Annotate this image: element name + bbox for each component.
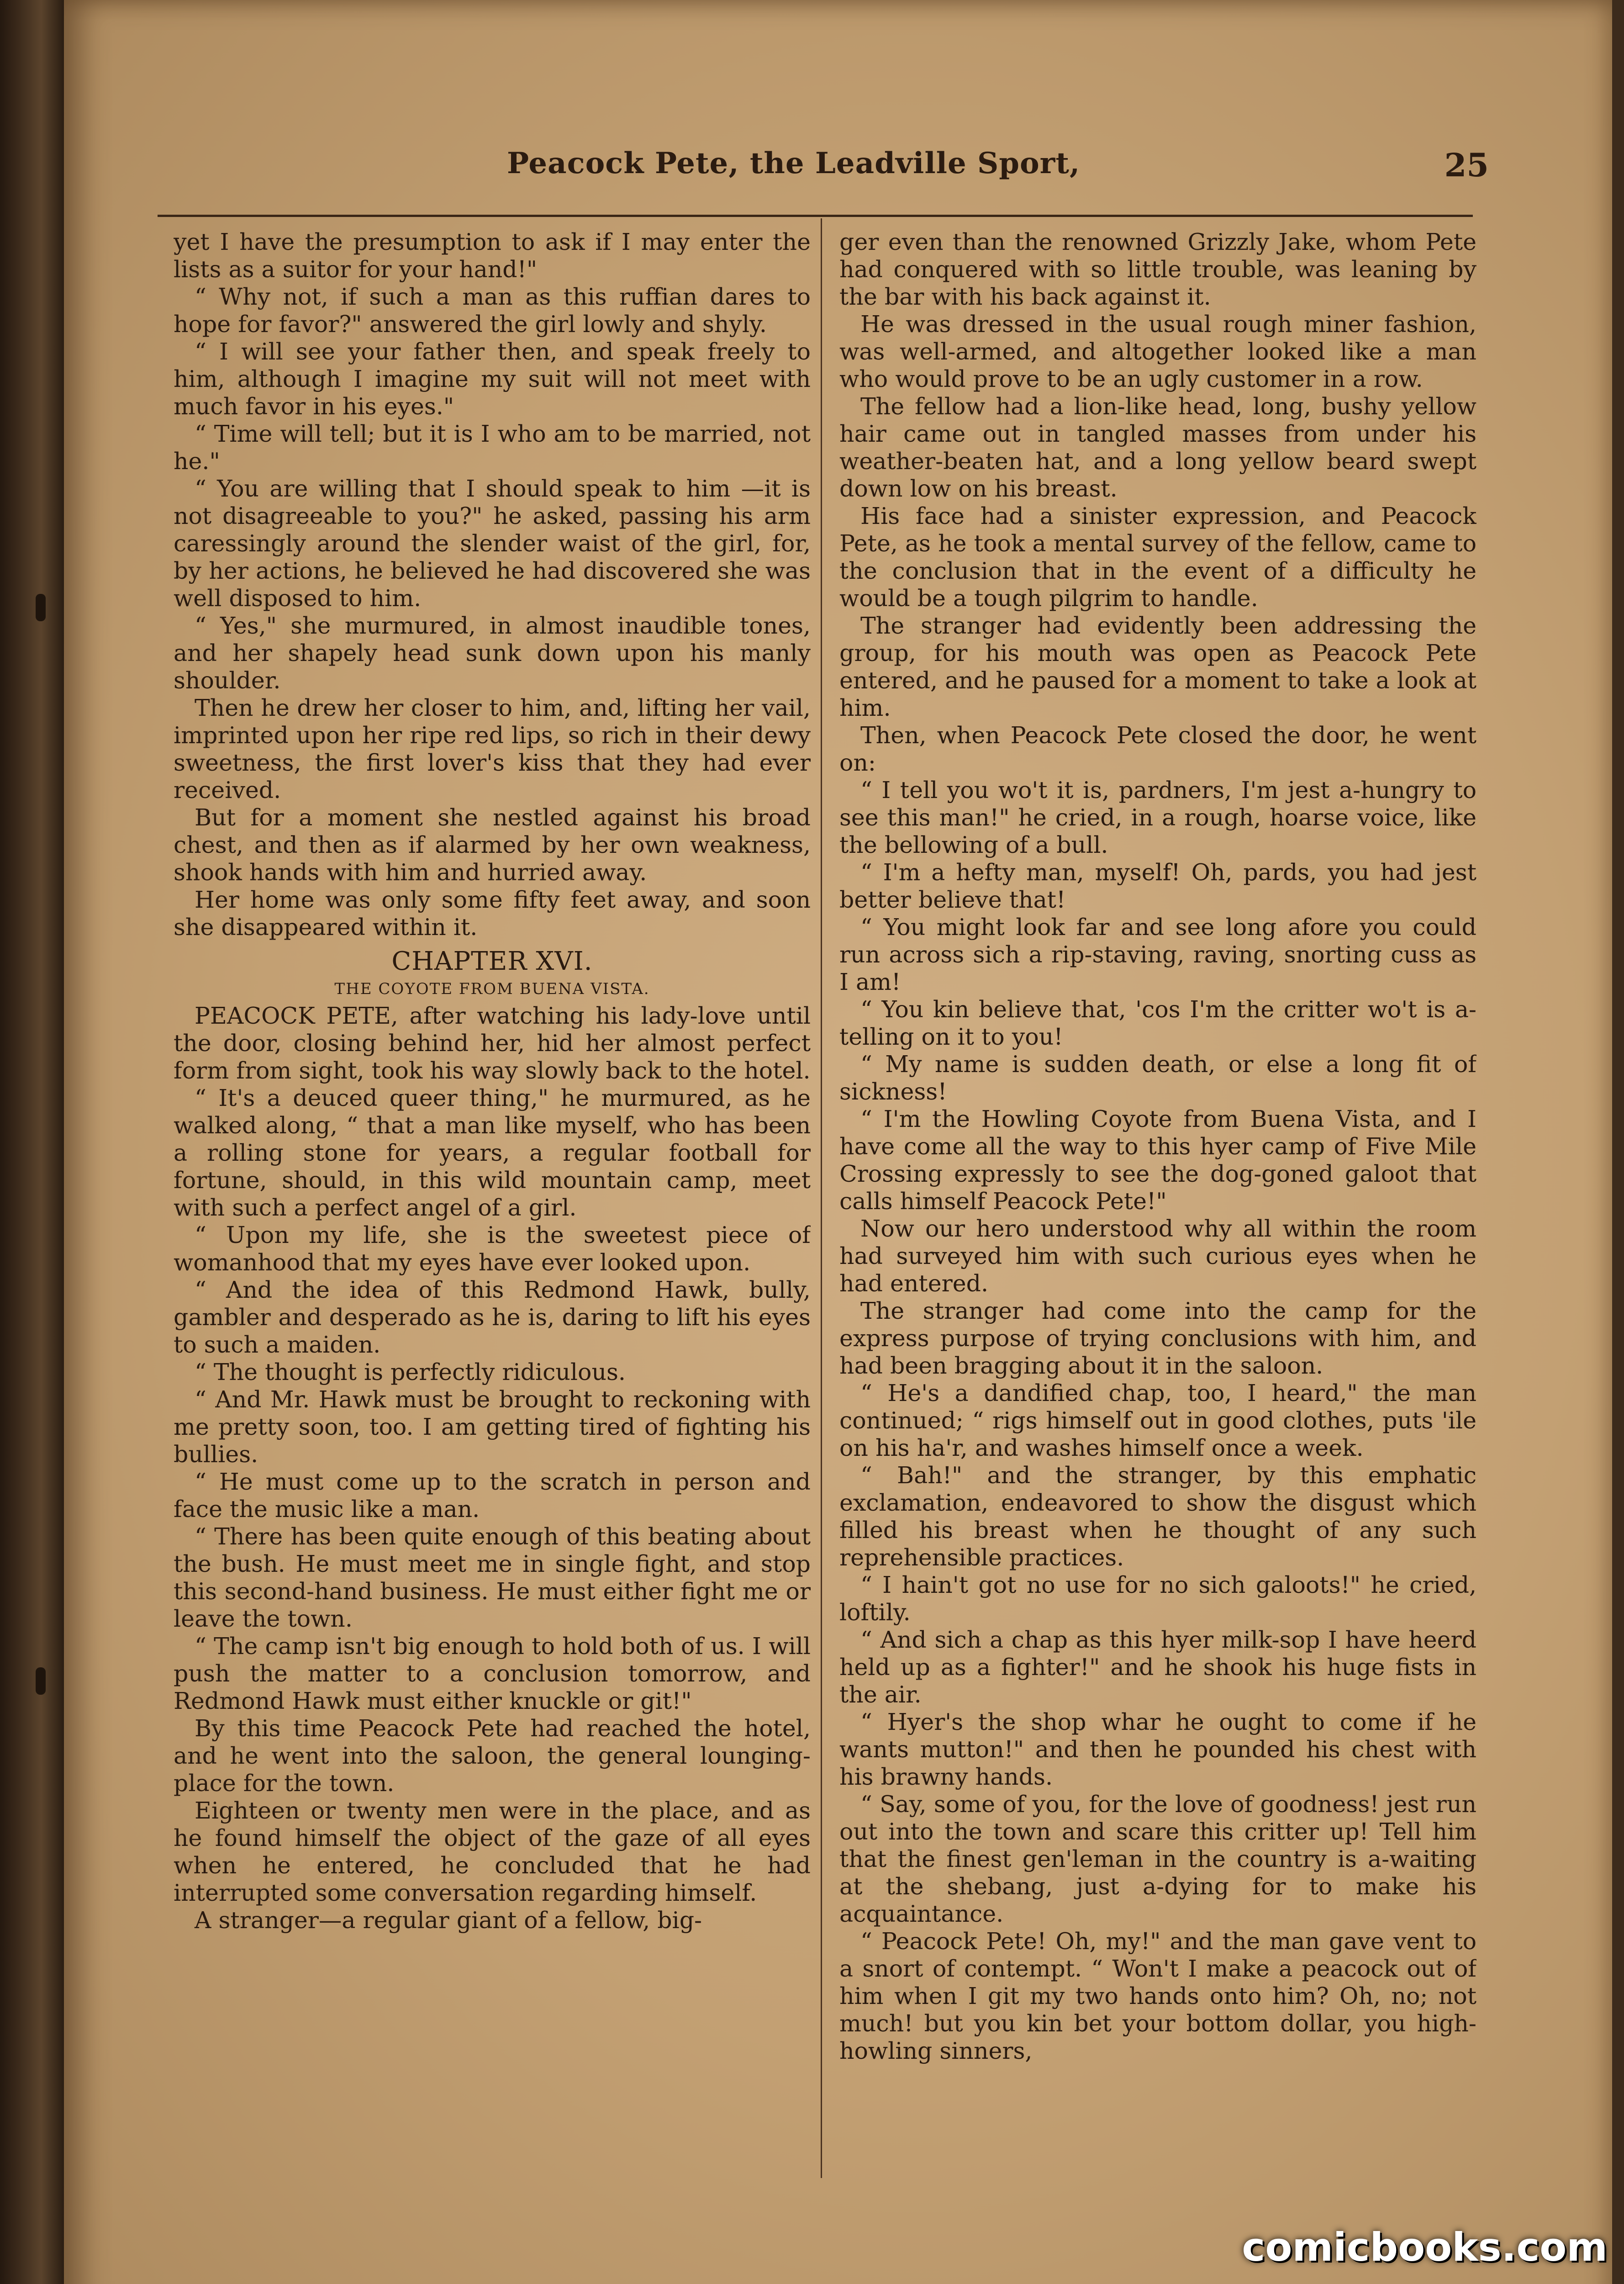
- paragraph: “ My name is sudden death, or else a long fit of sickness!: [839, 1051, 1476, 1105]
- paragraph: But for a moment she nestled against his broad chest, and then as if alarmed by her own weakness, shook hands with him and hurried away.: [174, 804, 811, 886]
- paragraph: “ Hyer's the shop whar he ought to come if he wants mutton!" and then he pounded his chest with his brawny hands.: [839, 1708, 1476, 1790]
- paragraph: His face had a sinister expression, and Peacock Pete, as he took a mental survey of the fellow, came to the conclusion that in the event of a difficulty he would be a tough pilgrim to handle.: [839, 502, 1476, 612]
- paragraph: “ You are willing that I should speak to him —it is not disagreeable to you?" he asked, passing his arm caressingly around the slender waist of the girl, for, by her actions, he believed he had discovered she was well disposed to him.: [174, 475, 811, 612]
- paragraph: “ The thought is perfectly ridiculous.: [195, 1359, 626, 1385]
- site-watermark: comicbooks.com: [1242, 2225, 1608, 2270]
- paragraph: Now our hero understood why all within the room had surveyed him with such curious eyes when he had entered.: [839, 1215, 1476, 1297]
- running-title: Peacock Pete, the Leadville Sport,: [507, 146, 1081, 180]
- paragraph: “ It's a deuced queer thing," he murmured, as he walked along, “ that a man like myself, who has been a rolling stone for years, a regular football for fortune, should, in this wild mountain camp, meet with such a perfect angel of a girl.: [174, 1084, 811, 1221]
- running-header: [507, 137, 1503, 196]
- paragraph: “ Peacock Pete! Oh, my!" and the man gave vent to a snort of contempt. “ Won't I make a peacock out of him when I git my two hands onto him? Oh, no; not much! but you kin bet your bottom dollar, you high-howling sinners,: [839, 1928, 1476, 2064]
- paragraph: Then he drew her closer to him, and, lifting her vail, imprinted upon her ripe red lips, so rich in their dewy sweetness, the first lover's kiss that they had ever received.: [174, 694, 811, 804]
- paragraph: “ I will see your father then, and speak freely to him, although I imagine my suit will not meet with much favor in his eyes.": [174, 338, 811, 420]
- paragraph: yet I have the presumption to ask if I may enter the lists as a suitor for your hand!": [174, 228, 811, 283]
- paragraph: “ Yes," she murmured, in almost inaudible tones, and her shapely head sunk down upon his manly shoulder.: [174, 612, 811, 694]
- paragraph: “ Upon my life, she is the sweetest piece of womanhood that my eyes have ever looked upon.: [174, 1221, 811, 1276]
- paragraph: “ The camp isn't big enough to hold both of us. I will push the matter to a conclusion tomorrow, and Redmond Hawk must either knuckle or git!": [174, 1633, 811, 1714]
- paragraph: The fellow had a lion-like head, long, bushy yellow hair came out in tangled masses from under his weather-beaten hat, and a long yellow beard swept down low on his breast.: [839, 393, 1476, 502]
- paragraph: “ And Mr. Hawk must be brought to reckoning with me pretty soon, too. I am getting tired of fighting his bullies.: [174, 1386, 811, 1468]
- paragraph: A stranger—a regular giant of a fellow, big-: [195, 1907, 702, 1934]
- paragraph: “ He's a dandified chap, too, I heard," the man continued; “ rigs himself out in good clothes, puts 'ile on his ha'r, and washes himself once a week.: [839, 1380, 1476, 1461]
- paragraph: Then, when Peacock Pete closed the door, he went on:: [839, 722, 1476, 776]
- chapter-title: CHAPTER XVI.: [391, 946, 593, 976]
- paragraph: “ There has been quite enough of this beating about the bush. He must meet me in single fight, and stop this second-hand business. He must either fight me or leave the town.: [174, 1523, 811, 1632]
- paragraph: “ I'm the Howling Coyote from Buena Vista, and I have come all the way to this hyer camp of Five Mile Crossing expressly to see the dog-goned galoot that calls himself Peacock Pete!": [839, 1105, 1476, 1215]
- paragraph: “ I'm a hefty man, myself! Oh, pards, you had jest better believe that!: [839, 859, 1476, 913]
- paragraph: He was dressed in the usual rough miner fashion, was well-armed, and altogether looked like a man who would prove to be an ugly customer in a row.: [839, 311, 1476, 392]
- right-column: [839, 228, 1476, 2184]
- paragraph: “ And sich a chap as this hyer milk-sop I have heerd held up as a fighter!" and he shook his huge fists in the air.: [839, 1626, 1476, 1708]
- binding-hole: [36, 1667, 46, 1695]
- paragraph: “ I hain't got no use for no sich galoots!" he cried, loftily.: [839, 1571, 1476, 1626]
- paragraph: Eighteen or twenty men were in the place, and as he found himself the object of the gaze of all eyes when he entered, he concluded that he had interrupted some conversation regarding himself.: [174, 1797, 811, 1906]
- paragraph: “ He must come up to the scratch in person and face the music like a man.: [174, 1468, 811, 1523]
- paragraph: PEACOCK PETE, after watching his lady-love until the door, closing behind her, hid her almost perfect form from sight, took his way slowly back to the hotel.: [174, 1002, 811, 1084]
- paragraph: “ You kin believe that, 'cos I'm the critter wo't is a-telling on it to you!: [839, 996, 1476, 1050]
- paragraph: “ Why not, if such a man as this ruffian dares to hope for favor?" answered the girl lowly and shyly.: [174, 283, 811, 338]
- header-rule: [158, 215, 1473, 217]
- paragraph: “ You might look far and see long afore you could run across sich a rip-staving, raving, snorting cuss as I am!: [839, 914, 1476, 995]
- page-number: 25: [1444, 146, 1489, 184]
- paragraph: By this time Peacock Pete had reached the hotel, and he went into the saloon, the general lounging-place for the town.: [174, 1715, 811, 1797]
- left-column: [174, 228, 811, 2184]
- chapter-subtitle: THE COYOTE FROM BUENA VISTA.: [334, 980, 650, 998]
- paragraph: Her home was only some fifty feet away, and soon she disappeared within it.: [174, 886, 811, 941]
- paragraph: The stranger had come into the camp for the express purpose of trying conclusions with him, and had been bragging about it in the saloon.: [839, 1297, 1476, 1379]
- binding-hole: [36, 594, 46, 621]
- paragraph: “ And the idea of this Redmond Hawk, bully, gambler and desperado as he is, daring to lift his eyes to such a maiden.: [174, 1276, 811, 1358]
- column-divider: [821, 218, 822, 2178]
- paragraph: “ Time will tell; but it is I who am to be married, not he.": [174, 420, 811, 475]
- paragraph: “ I tell you wo't it is, pardners, I'm jest a-hungry to see this man!" he cried, in a rough, hoarse voice, like the bellowing of a bull.: [839, 777, 1476, 858]
- paragraph: “ Say, some of you, for the love of goodness! jest run out into the town and scare this critter up! Tell him that the finest gen'leman in the country is a-waiting at the shebang, just a-dying for to make his acquaintance.: [839, 1791, 1476, 1927]
- paragraph: The stranger had evidently been addressing the group, for his mouth was open as Peacock Pete entered, and he paused for a moment to take a look at him.: [839, 612, 1476, 721]
- paragraph: ger even than the renowned Grizzly Jake, whom Pete had conquered with so little trouble, was leaning by the bar with his back against it.: [839, 228, 1476, 310]
- paragraph: “ Bah!" and the stranger, by this emphatic exclamation, endeavored to show the disgust which filled his breast when he thought of any such reprehensible practices.: [839, 1462, 1476, 1571]
